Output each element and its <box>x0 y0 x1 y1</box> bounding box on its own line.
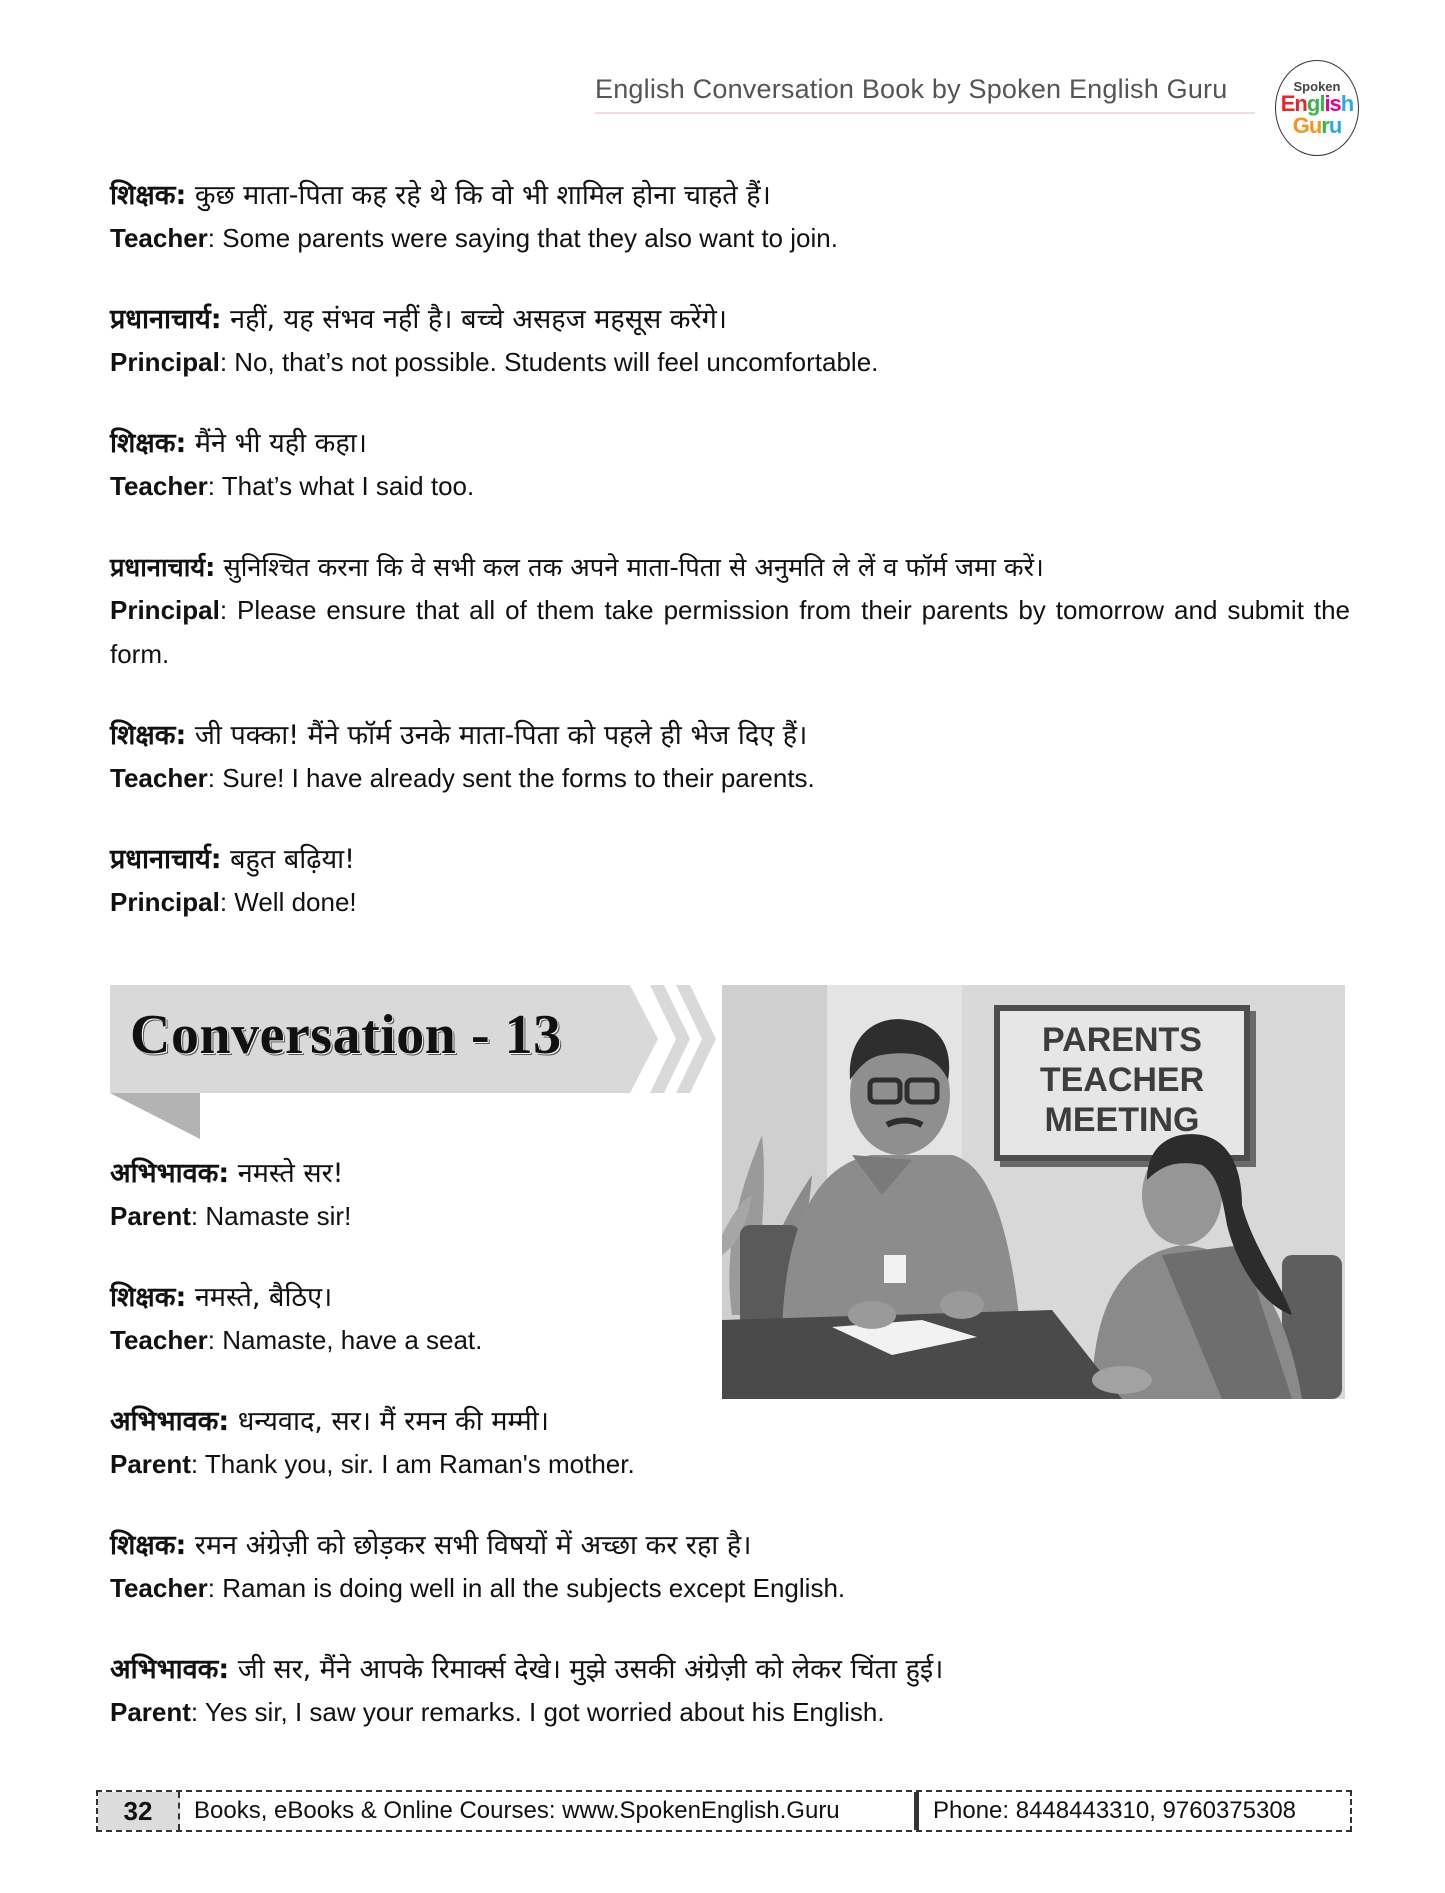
hindi-speaker: शिक्षक: <box>110 1530 187 1561</box>
hindi-line <box>110 176 1350 216</box>
dialogue-entry <box>110 1526 1350 1610</box>
hindi-text: रमन अंग्रेज़ी को छोड़कर सभी विषयों में अच्छा कर रहा है। <box>186 1530 752 1561</box>
spoken-english-guru-logo <box>1275 60 1359 156</box>
hindi-speaker: शिक्षक: <box>110 428 187 459</box>
logo-line-1: Spoken <box>1293 78 1341 94</box>
dialogue-entry <box>110 1278 1350 1362</box>
english-speaker: Parent <box>110 1449 191 1479</box>
page-footer <box>96 1790 1352 1832</box>
banner-fold <box>110 1093 200 1139</box>
english-line <box>110 464 1350 508</box>
hindi-text: धन्यवाद, सर। मैं रमन की मम्मी। <box>229 1406 549 1437</box>
logo-line-3: Guru <box>1292 112 1342 138</box>
hindi-line <box>110 1526 1350 1566</box>
english-text: : No, that’s not possible. Students will feel uncomfortable. <box>219 347 879 377</box>
hindi-speaker: प्रधानाचार्य: <box>110 304 222 335</box>
hindi-speaker: प्रधानाचार्य: <box>110 844 222 875</box>
section-title: Conversation - 13 <box>130 1004 562 1066</box>
dialogue-entry <box>110 1154 1350 1238</box>
english-line <box>110 1194 1350 1238</box>
english-speaker: Parent <box>110 1697 191 1727</box>
dialogue-entry <box>110 1650 1350 1734</box>
dialogue-entry <box>110 716 1350 800</box>
english-line <box>110 1690 1350 1734</box>
english-speaker: Teacher <box>110 763 208 793</box>
hindi-line <box>110 1402 1350 1442</box>
english-speaker: Teacher <box>110 471 208 501</box>
english-text: : Raman is doing well in all the subjects except English. <box>207 1573 846 1603</box>
english-line <box>110 756 1350 800</box>
dialogue-entry <box>110 1402 1350 1486</box>
running-header-title: English Conversation Book by Spoken English Guru <box>595 74 1228 104</box>
english-text: : Thank you, sir. I am Raman's mother. <box>190 1449 635 1479</box>
hindi-line <box>110 1278 1350 1318</box>
svg-text:TEACHER: TEACHER <box>1039 1061 1205 1099</box>
english-line <box>110 216 1350 260</box>
hindi-text: कुछ माता-पिता कह रहे थे कि वो भी शामिल होना चाहते हैं। <box>186 180 771 211</box>
hindi-line <box>110 1154 1350 1194</box>
footer-phone: Phone: 8448443310, 9760375308 <box>933 1797 1297 1824</box>
svg-text:MEETING: MEETING <box>1044 1101 1200 1139</box>
english-line <box>110 1566 1350 1610</box>
english-speaker: Parent <box>110 1201 191 1231</box>
footer-website: Books, eBooks & Online Courses: www.SpokenEnglish.Guru <box>180 1792 919 1830</box>
hindi-line <box>110 300 1350 340</box>
english-text: : Namaste, have a seat. <box>207 1325 483 1355</box>
english-text: : Sure! I have already sent the forms to their parents. <box>207 763 815 793</box>
english-line <box>110 340 1350 384</box>
hindi-text: नमस्ते, बैठिए। <box>186 1282 333 1313</box>
dialogue-entry <box>110 176 1350 260</box>
english-text: : Yes sir, I saw your remarks. I got worried about his English. <box>190 1697 885 1727</box>
hindi-speaker: प्रधानाचार्य: <box>110 553 216 583</box>
header-divider <box>595 112 1255 114</box>
hindi-text: सुनिश्चित करना कि वे सभी कल तक अपने माता-पिता से अनुमति ले लें व फॉर्म जमा करें। <box>215 553 1044 583</box>
english-line <box>110 1318 1350 1362</box>
english-text: : Some parents were saying that they also want to join. <box>207 223 838 253</box>
svg-text:PARENTS: PARENTS <box>1042 1021 1202 1059</box>
dialogue-entry <box>110 840 1350 924</box>
hindi-speaker: अभिभावक: <box>110 1654 230 1685</box>
hindi-line <box>110 840 1350 880</box>
hindi-text: जी पक्का! मैंने फॉर्म उनके माता-पिता को पहले ही भेज दिए हैं। <box>186 720 808 751</box>
hindi-text: नहीं, यह संभव नहीं है। बच्चे असहज महसूस करेंगे। <box>221 304 728 335</box>
dialogue-entry <box>110 548 1350 676</box>
page-number: 32 <box>98 1792 180 1830</box>
english-speaker: Teacher <box>110 1573 208 1603</box>
hindi-speaker: शिक्षक: <box>110 1282 187 1313</box>
english-line <box>110 1442 1350 1486</box>
logo-line-2: English <box>1280 90 1354 116</box>
hindi-speaker: अभिभावक: <box>110 1406 230 1437</box>
english-speaker: Principal <box>110 887 220 917</box>
hindi-line <box>110 548 1350 588</box>
hindi-speaker: अभिभावक: <box>110 1158 230 1189</box>
english-line <box>110 588 1350 676</box>
english-text: : Namaste sir! <box>190 1201 352 1231</box>
english-speaker: Teacher <box>110 223 208 253</box>
hindi-speaker: शिक्षक: <box>110 180 187 211</box>
hindi-text: मैंने भी यही कहा। <box>186 428 367 459</box>
dialogue-entry <box>110 424 1350 508</box>
english-speaker: Teacher <box>110 1325 208 1355</box>
english-text: : That’s what I said too. <box>207 471 475 501</box>
english-text: : Please ensure that all of them take permission from their parents by tomorrow and submit the form. <box>110 595 1350 669</box>
english-line <box>110 880 1350 924</box>
english-speaker: Principal <box>110 595 220 625</box>
hindi-text: नमस्ते सर! <box>229 1158 344 1189</box>
hindi-line <box>110 716 1350 756</box>
hindi-text: बहुत बढ़िया! <box>221 844 355 875</box>
hindi-line <box>110 424 1350 464</box>
english-speaker: Principal <box>110 347 220 377</box>
hindi-text: जी सर, मैंने आपके रिमार्क्स देखे। मुझे उसकी अंग्रेज़ी को लेकर चिंता हुई। <box>229 1654 944 1685</box>
english-text: : Well done! <box>219 887 357 917</box>
section-banner <box>110 985 710 1093</box>
hindi-line <box>110 1650 1350 1690</box>
hindi-speaker: शिक्षक: <box>110 720 187 751</box>
dialogue-entry <box>110 300 1350 384</box>
